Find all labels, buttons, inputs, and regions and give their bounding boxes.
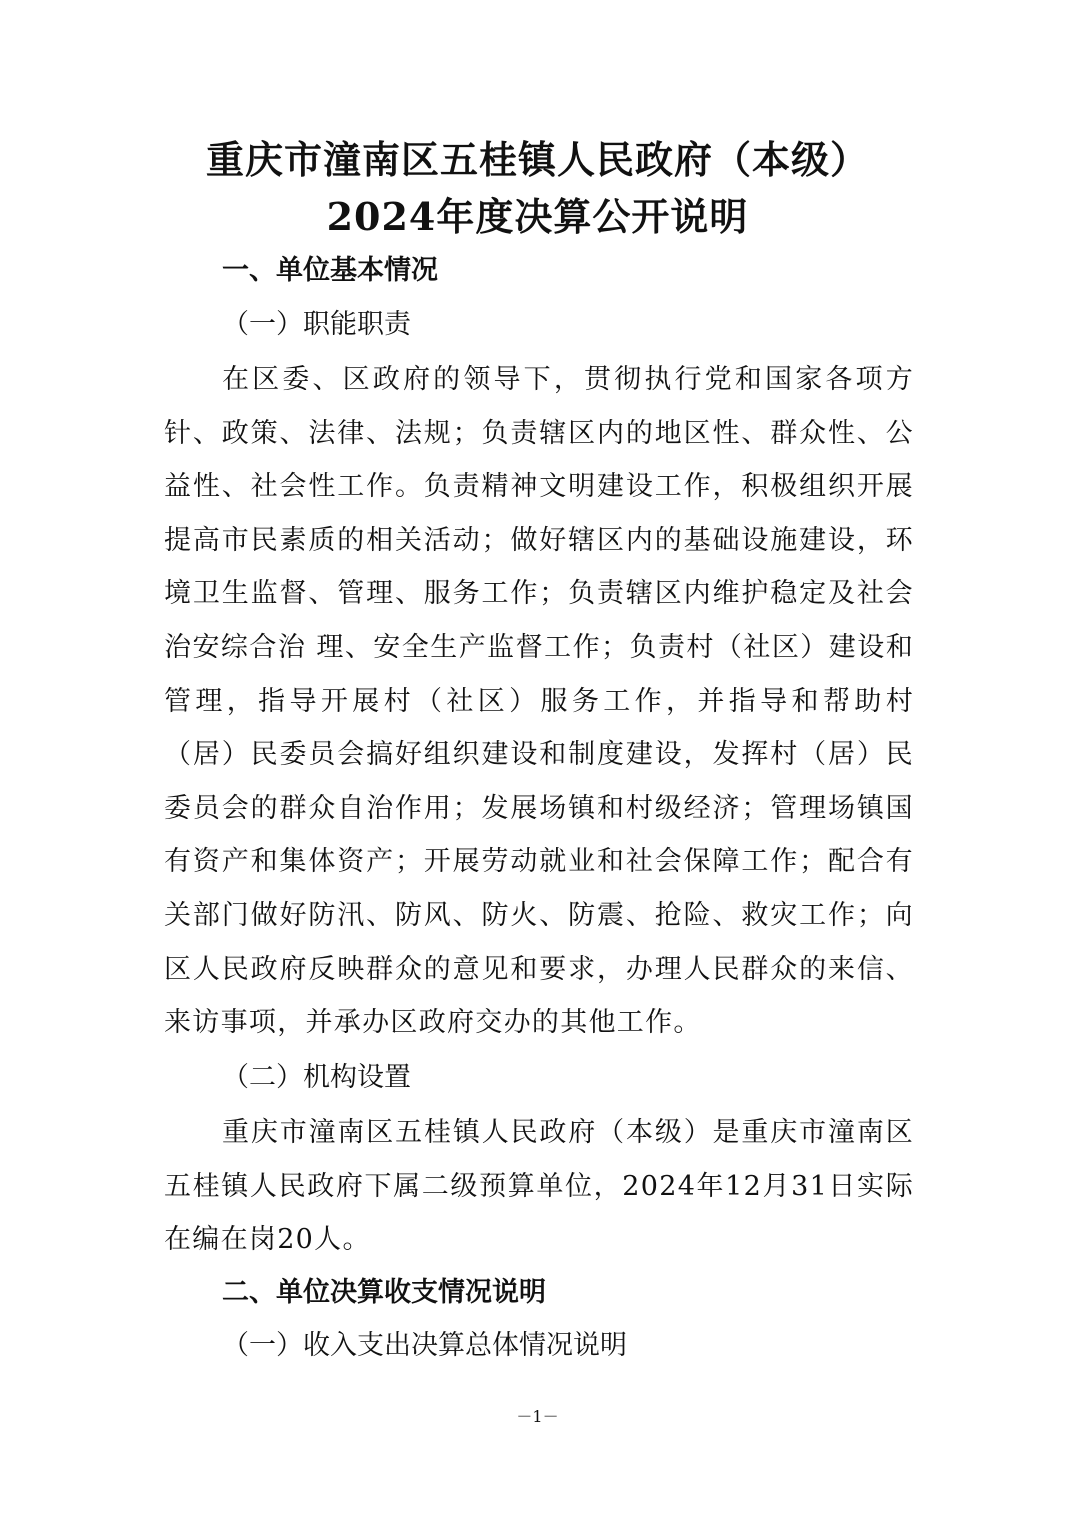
document-title-line-1: 重庆市潼南区五桂镇人民政府（本级） — [205, 137, 869, 182]
section-1-sub-2-heading: （二）机构设置 — [222, 1062, 411, 1093]
section-1-sub-2-body: 重庆市潼南区五桂镇人民政府（本级）是重庆市潼南区五桂镇人民政府下属二级预算单位，2024年12月31日实际在编在岗20人。 — [164, 1117, 914, 1256]
page-number: －1－ — [516, 1407, 559, 1426]
section-2-sub-1-heading: （一）收入支出决算总体情况说明 — [222, 1330, 627, 1361]
section-1-sub-1-heading: （一）职能职责 — [222, 309, 411, 340]
section-2-heading: 二、单位决算收支情况说明 — [222, 1277, 546, 1308]
section-1-sub-1-body: 在区委、区政府的领导下，贯彻执行党和国家各项方针、政策、法律、法规；负责辖区内的地区性、群众性、公益性、社会性工作。负责精神文明建设工作，积极组织开展提高市民素质的相关活动；做好辖区内的基础设施建设，环境卫生监督、管理、服务工作；负责辖区内维护稳定及社会治安综合治 理、安全生产监督工作；负责村（社区）建设和管理，指导开展村（社区）服务工作，并指导和帮助村（居）民委员会搞好组织建设和制度建设，发挥村（居）民委员会的群众自治作用；发展场镇和村级经济；管理场镇国有资产和集体资产；开展劳动就业和社会保障工作；配合有关部门做好防汛、防风、防火、防震、抢险、救灾工作；向区人民政府反映群众的意见和要求，办理人民群众的来信、来访事项，并承办区政府交办的其他工作。 — [164, 364, 914, 1039]
section-1-heading: 一、单位基本情况 — [222, 255, 438, 286]
document-title-line-2: 2024年度决算公开说明 — [326, 194, 749, 239]
